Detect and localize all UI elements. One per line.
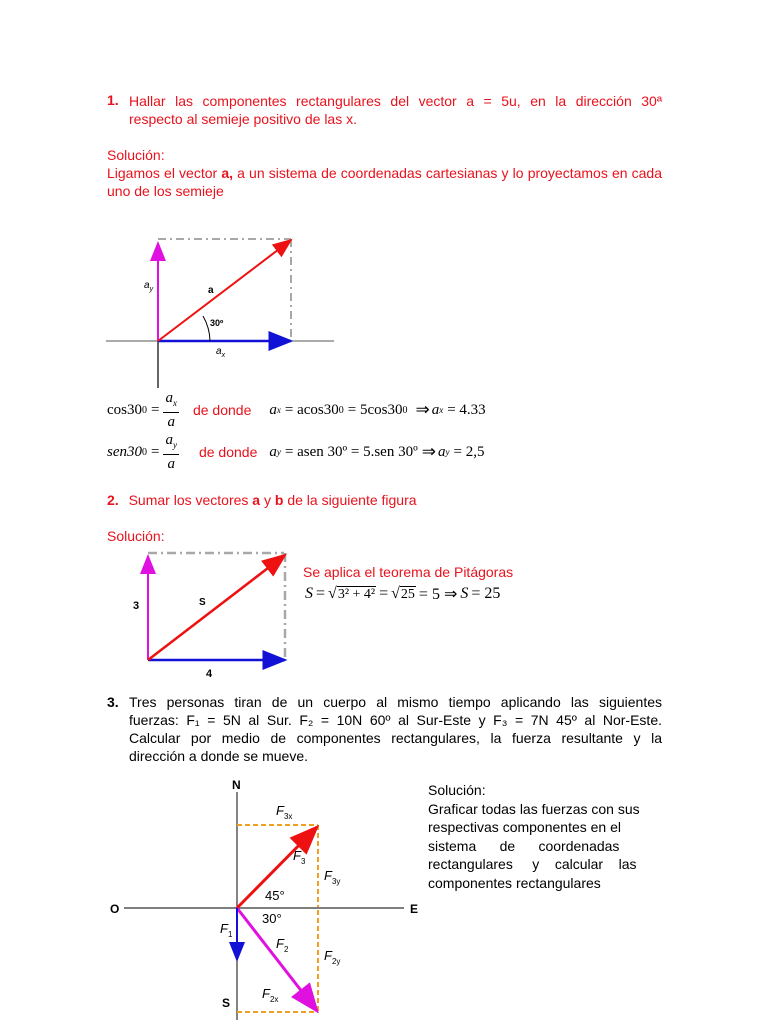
formula-s2: S [460, 585, 469, 602]
problem-1-line1: Hallar las componentes rectangulares del vector a = 5u, en la dirección 30ª [129, 93, 662, 109]
eq-ax: a [269, 401, 277, 418]
label-f2y: $F_{2y}$ [324, 948, 341, 966]
formula-eq2: = [379, 585, 389, 602]
solution-3-line: rectangulares y calcular las [428, 856, 637, 872]
de-donde-2: de donde [198, 444, 258, 460]
label-f3y: $F_{3y}$ [324, 868, 341, 886]
eq-ax-result-sub: x [439, 405, 444, 415]
vector-b-label: b [274, 492, 284, 508]
problem-number-2: 2. [107, 492, 119, 508]
solution-1-text-post: a un sistema de coordenadas cartesianas y lo proyectamos en cada uno de los semieje [107, 165, 663, 199]
problem-number-3: 3. [107, 694, 119, 710]
eq-ay-value: = 2,5 [453, 443, 485, 460]
eq-sen-deg: 0 [142, 446, 147, 458]
problem-3-line: dirección a donde se mueve. [129, 748, 308, 764]
label-s: S [199, 597, 206, 608]
eq-sen-equals: = [151, 443, 160, 460]
eq-ay-result-sub: y [445, 447, 450, 457]
pitagoras-formula [305, 584, 500, 604]
eq-asen30: = asen 30º = 5.sen 30º [284, 443, 418, 460]
problem-3-line: Calcular por medio de componentes rectangulares, la fuerza resultante y la [129, 730, 662, 746]
label-f3x: $F_{3x}$ [276, 803, 293, 821]
label-f2: $F_2$ [276, 936, 289, 954]
label-s: S [222, 996, 231, 1010]
eq-cos-label: cos30 [107, 401, 142, 418]
equation-sen [107, 432, 484, 472]
problem-3-line: Tres personas tiran de un cuerpo al mismo tiempo aplicando las siguientes [129, 694, 662, 710]
eq-acos30: = acos30 [284, 401, 339, 418]
problem-1-text-line2 [129, 110, 662, 128]
label-f1: $F_1$ [220, 921, 233, 939]
fraction-ax-over-a [163, 389, 179, 431]
eq-ax-sub: x [276, 405, 281, 415]
implies-arrow-1: ⇒ [415, 400, 430, 419]
forces-figure [100, 770, 430, 1022]
frac2-num-sub: y [172, 440, 177, 450]
label-3: 3 [133, 600, 140, 612]
frac2-den: a [167, 456, 175, 472]
eq-ax-result: a [431, 401, 440, 418]
eq-ax-value: = 4.33 [447, 401, 486, 418]
formula-radicand: 3² + 4² [337, 586, 376, 602]
vector-a-figure [100, 225, 345, 390]
eq-ay-sub: y [276, 447, 281, 457]
eq-ay-result: a [438, 443, 446, 460]
solution-3-line: respectivas componentes en el [428, 819, 621, 835]
solution-3-line: componentes rectangulares [428, 874, 601, 891]
sqrt-symbol-2: √ [391, 585, 400, 602]
formula-rest: = 5 ⇒ [418, 586, 458, 603]
formula-final: = 25 [471, 585, 501, 602]
eq-cos-equals: = [151, 401, 160, 418]
vector-sum-figure [128, 546, 298, 684]
vector-a [158, 240, 291, 341]
fraction-ay-over-a [163, 431, 179, 473]
label-ax: $a_x$ [216, 346, 226, 359]
equation-cos: cos30 0 = $\frac{a_x}{a}$ de donde a x = acos30 0 = 5cos30 0 ⇒ a x = 4.33 [107, 390, 486, 430]
label-4: 4 [206, 668, 213, 680]
formula-radicand-2: 25 [400, 586, 415, 602]
solution-1-title: Solución: [107, 147, 165, 163]
pitagoras-text: Se aplica el teorema de Pitágoras [303, 564, 514, 580]
label-ay: $a_y$ [144, 280, 154, 293]
solution-3-line: sistema de coordenadas [428, 837, 620, 854]
implies-arrow-2: ⇒ [421, 442, 436, 461]
solution-2-title: Solución: [107, 528, 165, 544]
eq-5cos30: = 5cos30 [347, 401, 403, 418]
vector-a-bold: a, [221, 165, 233, 181]
frac2-num: a [165, 432, 173, 448]
vector-s [148, 555, 285, 660]
problem-2-mid: y [260, 492, 275, 508]
problem-2-pre: Sumar los vectores [128, 492, 253, 508]
frac-num-sub: x [172, 398, 177, 408]
label-30: 30° [262, 911, 282, 926]
frac-num: a [165, 390, 173, 406]
problem-3-line: fuerzas: F₁ = 5N al Sur. F₂ = 10N 60º al Sur-Este y F₃ = 7N 45º al Nor-Este. [129, 712, 662, 728]
problem-3-text [129, 693, 662, 766]
solution-1-text [107, 164, 662, 200]
problem-number: 1. [107, 92, 119, 108]
problem-2-post: de la siguiente figura [283, 492, 417, 508]
label-45: 45° [265, 888, 285, 903]
formula-s: S [305, 585, 313, 602]
label-o: O [110, 902, 120, 916]
solution-3-line: Graficar todas las fuerzas con sus [428, 800, 640, 817]
formula-eq: = [316, 585, 326, 602]
label-f2x: $F_{2x}$ [262, 986, 279, 1004]
label-n: N [232, 778, 241, 792]
label-a: a [208, 285, 214, 296]
label-f3: $F_3$ [293, 848, 306, 866]
label-e: E [410, 902, 419, 916]
problem-2-statement [107, 491, 417, 509]
eq-cos-deg: 0 [142, 404, 147, 416]
angle-arc [203, 316, 210, 341]
problem-1-text [129, 92, 662, 110]
label-angle-30: 30º [210, 318, 224, 328]
solution-3-text [428, 781, 661, 892]
sqrt-symbol: √ [328, 585, 337, 602]
problem-1-line2: respecto al semieje positivo de las x. [129, 111, 357, 127]
solution-1-text-pre: Ligamos el vector [107, 165, 222, 181]
eq-sen-label: sen30 [107, 443, 142, 460]
solution-3-line: Solución: [428, 782, 486, 798]
frac-den: a [167, 414, 175, 430]
vector-a-label: a [252, 492, 261, 508]
de-donde-1: de donde [192, 402, 252, 418]
eq-ay: a [269, 443, 277, 460]
